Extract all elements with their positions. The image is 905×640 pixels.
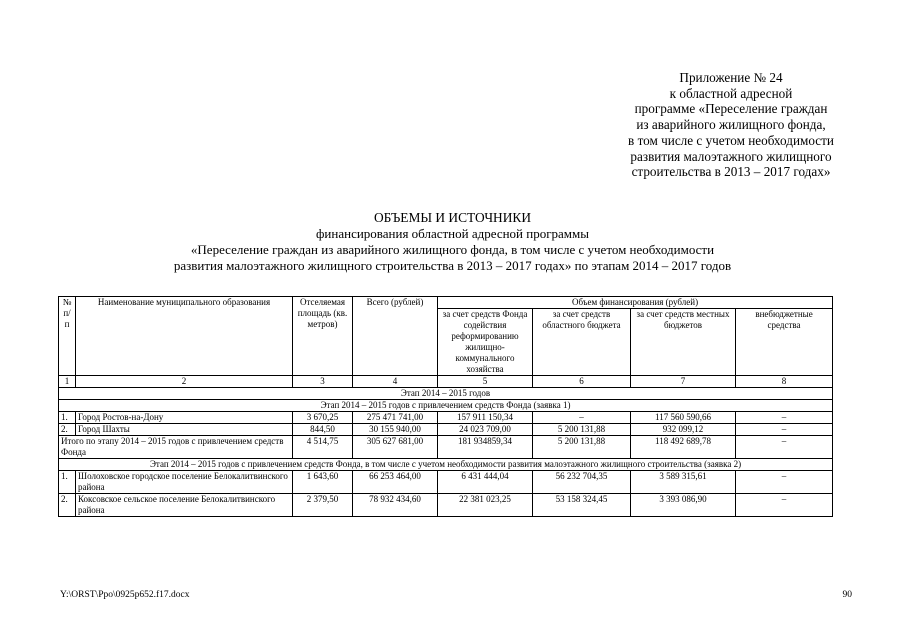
table-header-row [59, 297, 833, 309]
stage-row [59, 388, 833, 400]
column-number: 7 [631, 376, 736, 388]
substage-row [59, 459, 833, 471]
row-name: Коксовское сельское поселение Белокалитвинского района [76, 494, 293, 517]
footer-page-number: 90 [842, 590, 852, 600]
header-num: № п/п [59, 297, 76, 376]
row-regional: 56 232 704,35 [533, 471, 631, 494]
row-num: 1. [59, 471, 76, 494]
row-area: 1 643,60 [293, 471, 353, 494]
table-row [59, 424, 833, 436]
row-extra: – [736, 424, 833, 436]
heading-line: финансирования областной адресной программы [316, 226, 589, 241]
column-number: 1 [59, 376, 76, 388]
column-number: 5 [438, 376, 533, 388]
table-row [59, 494, 833, 517]
heading-line: «Переселение граждан из аварийного жилищного фонда, в том числе с учетом необходимости [190, 242, 715, 257]
column-number: 3 [293, 376, 353, 388]
row-name: Город Ростов-на-Дону [76, 412, 293, 424]
appendix-line: развития малоэтажного жилищного [630, 148, 832, 164]
row-name: Шолоховское городское поселение Белокалитвинского района [76, 471, 293, 494]
header-total: Всего (рублей) [353, 297, 438, 376]
row-num: 1. [59, 412, 76, 424]
funding-table [58, 296, 833, 517]
header-local: за счет средств местных бюджетов [631, 309, 736, 376]
row-area: 3 670,25 [293, 412, 353, 424]
row-total: 78 932 434,60 [353, 494, 438, 517]
subtotal-local: 118 492 689,78 [631, 436, 736, 459]
subtotal-area: 4 514,75 [293, 436, 353, 459]
table-row [59, 412, 833, 424]
row-regional: 5 200 131,88 [533, 424, 631, 436]
appendix-line: строительства в 2013 – 2017 годах» [631, 164, 831, 180]
header-area: Отселяемая площадь (кв. метров) [293, 297, 353, 376]
row-total: 30 155 940,00 [353, 424, 438, 436]
column-number-row [59, 376, 833, 388]
row-extra: – [736, 494, 833, 517]
subtotal-label: Итого по этапу 2014 – 2015 годов с привлечением средств Фонда [59, 436, 293, 459]
row-local: 932 099,12 [631, 424, 736, 436]
row-area: 2 379,50 [293, 494, 353, 517]
appendix-line: из аварийного жилищного фонда, [636, 117, 826, 133]
table-row [59, 471, 833, 494]
substage-label: Этап 2014 – 2015 годов с привлечением средств Фонда (заявка 1) [59, 400, 833, 412]
row-fund: 24 023 709,00 [438, 424, 533, 436]
row-num: 2. [59, 494, 76, 517]
page-title: ОБЪЕМЫ И ИСТОЧНИКИ [373, 210, 532, 225]
appendix-line: Приложение № 24 [679, 70, 783, 85]
heading-line: развития малоэтажного жилищного строительства в 2013 – 2017 годах» по этапам 2014 – 2017 годов [173, 258, 732, 273]
row-regional: 53 158 324,45 [533, 494, 631, 517]
appendix-line: программе «Переселение граждан [634, 101, 828, 117]
row-extra: – [736, 412, 833, 424]
header-regional: за счет средств областного бюджета [533, 309, 631, 376]
stage-label: Этап 2014 – 2015 годов [59, 388, 833, 400]
appendix-block [560, 70, 902, 180]
substage-label: Этап 2014 – 2015 годов с привлечением средств Фонда, в том числе с учетом необходимости развития малоэтажного жилищного строительства (заявка 2) [59, 459, 833, 471]
subtotal-row [59, 436, 833, 459]
row-num: 2. [59, 424, 76, 436]
row-fund: 22 381 023,25 [438, 494, 533, 517]
column-number: 2 [76, 376, 293, 388]
header-name: Наименование муниципального образования [76, 297, 293, 376]
document-heading [0, 210, 905, 274]
row-regional: – [533, 412, 631, 424]
row-fund: 6 431 444,04 [438, 471, 533, 494]
subtotal-extra: – [736, 436, 833, 459]
row-local: 117 560 590,66 [631, 412, 736, 424]
column-number: 4 [353, 376, 438, 388]
subtotal-regional: 5 200 131,88 [533, 436, 631, 459]
row-local: 3 393 086,90 [631, 494, 736, 517]
row-name: Город Шахты [76, 424, 293, 436]
subtotal-fund: 181 934859,34 [438, 436, 533, 459]
header-fund: за счет средств Фонда содействия реформированию жилищно-коммунального хозяйства [438, 309, 533, 376]
appendix-line: в том числе с учетом необходимости [628, 132, 834, 148]
header-extra: внебюджетные средства [736, 309, 833, 376]
row-local: 3 589 315,61 [631, 471, 736, 494]
substage-row [59, 400, 833, 412]
appendix-line: к областной адресной [669, 85, 793, 101]
row-total: 275 471 741,00 [353, 412, 438, 424]
row-total: 66 253 464,00 [353, 471, 438, 494]
row-extra: – [736, 471, 833, 494]
row-fund: 157 911 150,34 [438, 412, 533, 424]
footer-file-path: Y:\ORST\Ppo\0925p652.f17.docx [60, 590, 190, 600]
subtotal-total: 305 627 681,00 [353, 436, 438, 459]
header-funding-group: Объем финансирования (рублей) [438, 297, 833, 309]
column-number: 8 [736, 376, 833, 388]
row-area: 844,50 [293, 424, 353, 436]
column-number: 6 [533, 376, 631, 388]
